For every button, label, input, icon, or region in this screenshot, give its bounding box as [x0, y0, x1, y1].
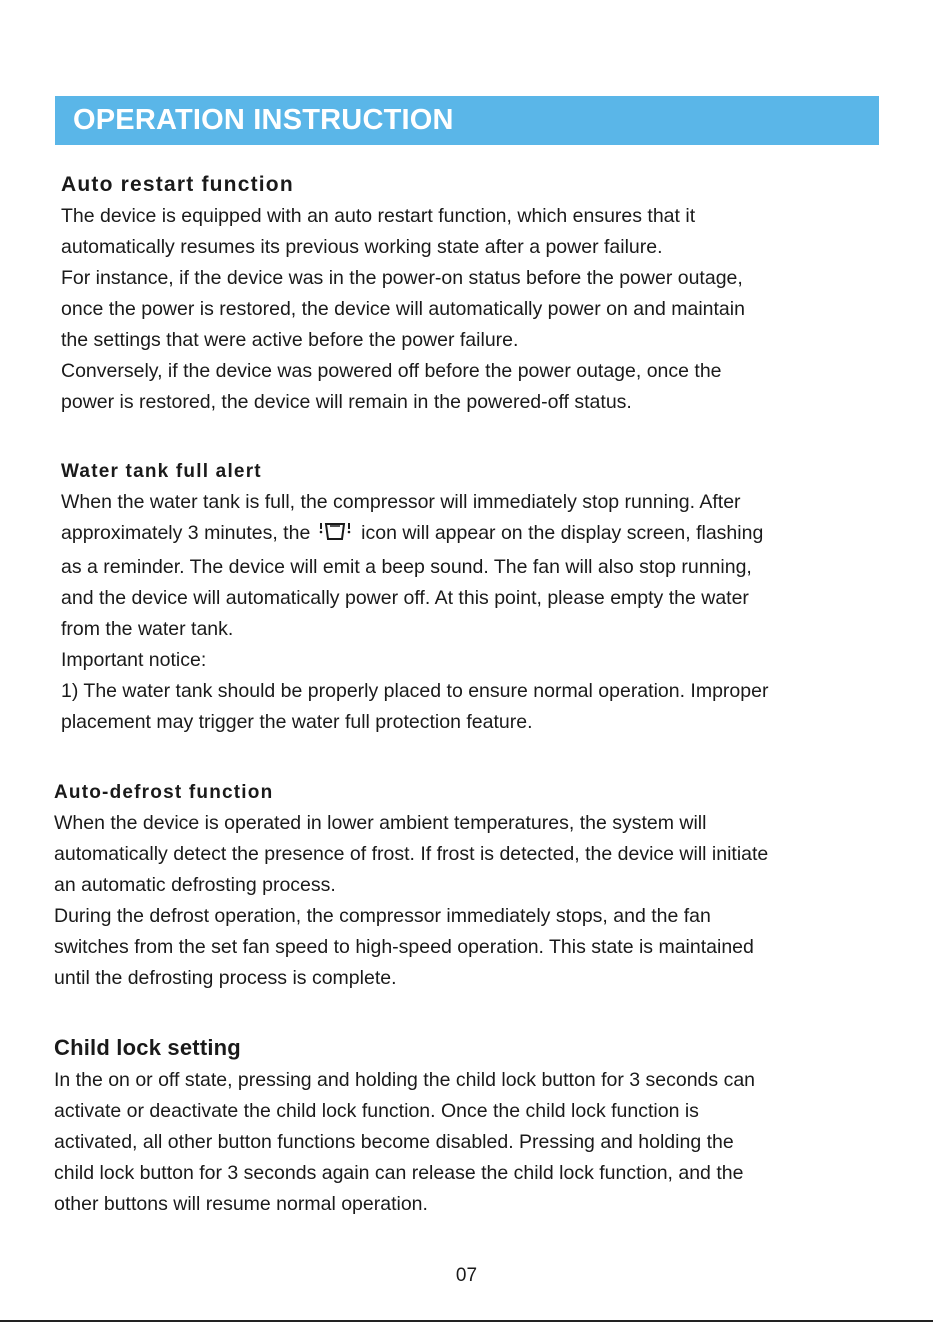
- paragraph-line: power is restored, the device will remain in the powered-off status.: [61, 391, 632, 413]
- paragraph-line: When the water tank is full, the compressor will immediately stop running. After: [61, 491, 741, 513]
- paragraph-line: During the defrost operation, the compressor immediately stops, and the fan: [54, 905, 711, 927]
- paragraph-line: and the device will automatically power off. At this point, please empty the water: [61, 587, 749, 609]
- paragraph-line: When the device is operated in lower ambient temperatures, the system will: [54, 812, 707, 834]
- paragraph-line-with-icon: [61, 518, 891, 552]
- paragraph-line: automatically detect the presence of frost. If frost is detected, the device will initiate: [54, 843, 769, 865]
- auto-defrost-section: [54, 782, 884, 994]
- paragraph-line: from the water tank.: [61, 618, 234, 640]
- paragraph-line: as a reminder. The device will emit a beep sound. The fan will also stop running,: [61, 556, 752, 578]
- water-tank-full-icon: [317, 520, 353, 552]
- section-heading: Auto-defrost function: [54, 782, 274, 803]
- water-tank-full-section: [61, 461, 891, 738]
- paragraph-line: the settings that were active before the power failure.: [61, 329, 519, 351]
- paragraph-line: automatically resumes its previous working state after a power failure.: [61, 236, 663, 258]
- page-title: OPERATION INSTRUCTION: [73, 104, 454, 136]
- paragraph-text: approximately 3 minutes, the: [61, 522, 311, 544]
- bottom-divider: [0, 1320, 933, 1322]
- paragraph-line: For instance, if the device was in the power-on status before the power outage,: [61, 267, 743, 289]
- paragraph-line: The device is equipped with an auto restart function, which ensures that it: [61, 205, 696, 227]
- paragraph-line: 1) The water tank should be properly placed to ensure normal operation. Improper: [61, 680, 769, 702]
- paragraph-line: an automatic defrosting process.: [54, 874, 336, 896]
- section-heading: Child lock setting: [54, 1035, 241, 1060]
- section-banner: [55, 96, 879, 145]
- paragraph-text: icon will appear on the display screen, flashing: [361, 522, 764, 544]
- paragraph-line: activate or deactivate the child lock function. Once the child lock function is: [54, 1100, 699, 1122]
- section-heading: Water tank full alert: [61, 461, 262, 482]
- paragraph-line: placement may trigger the water full protection feature.: [61, 711, 533, 733]
- page-number: 07: [455, 1265, 478, 1286]
- paragraph-line: switches from the set fan speed to high-speed operation. This state is maintained: [54, 936, 754, 958]
- child-lock-section: [54, 1035, 884, 1220]
- section-heading: Auto restart function: [61, 173, 294, 196]
- paragraph-line: In the on or off state, pressing and holding the child lock button for 3 seconds can: [54, 1069, 756, 1091]
- paragraph-line: Important notice:: [61, 649, 207, 671]
- paragraph-line: Conversely, if the device was powered off before the power outage, once the: [61, 360, 722, 382]
- paragraph-line: until the defrosting process is complete.: [54, 967, 397, 989]
- auto-restart-section: [61, 173, 891, 418]
- paragraph-line: once the power is restored, the device will automatically power on and maintain: [61, 298, 745, 320]
- paragraph-line: activated, all other button functions become disabled. Pressing and holding the: [54, 1131, 734, 1153]
- paragraph-line: other buttons will resume normal operation.: [54, 1193, 428, 1215]
- paragraph-line: child lock button for 3 seconds again can release the child lock function, and the: [54, 1162, 744, 1184]
